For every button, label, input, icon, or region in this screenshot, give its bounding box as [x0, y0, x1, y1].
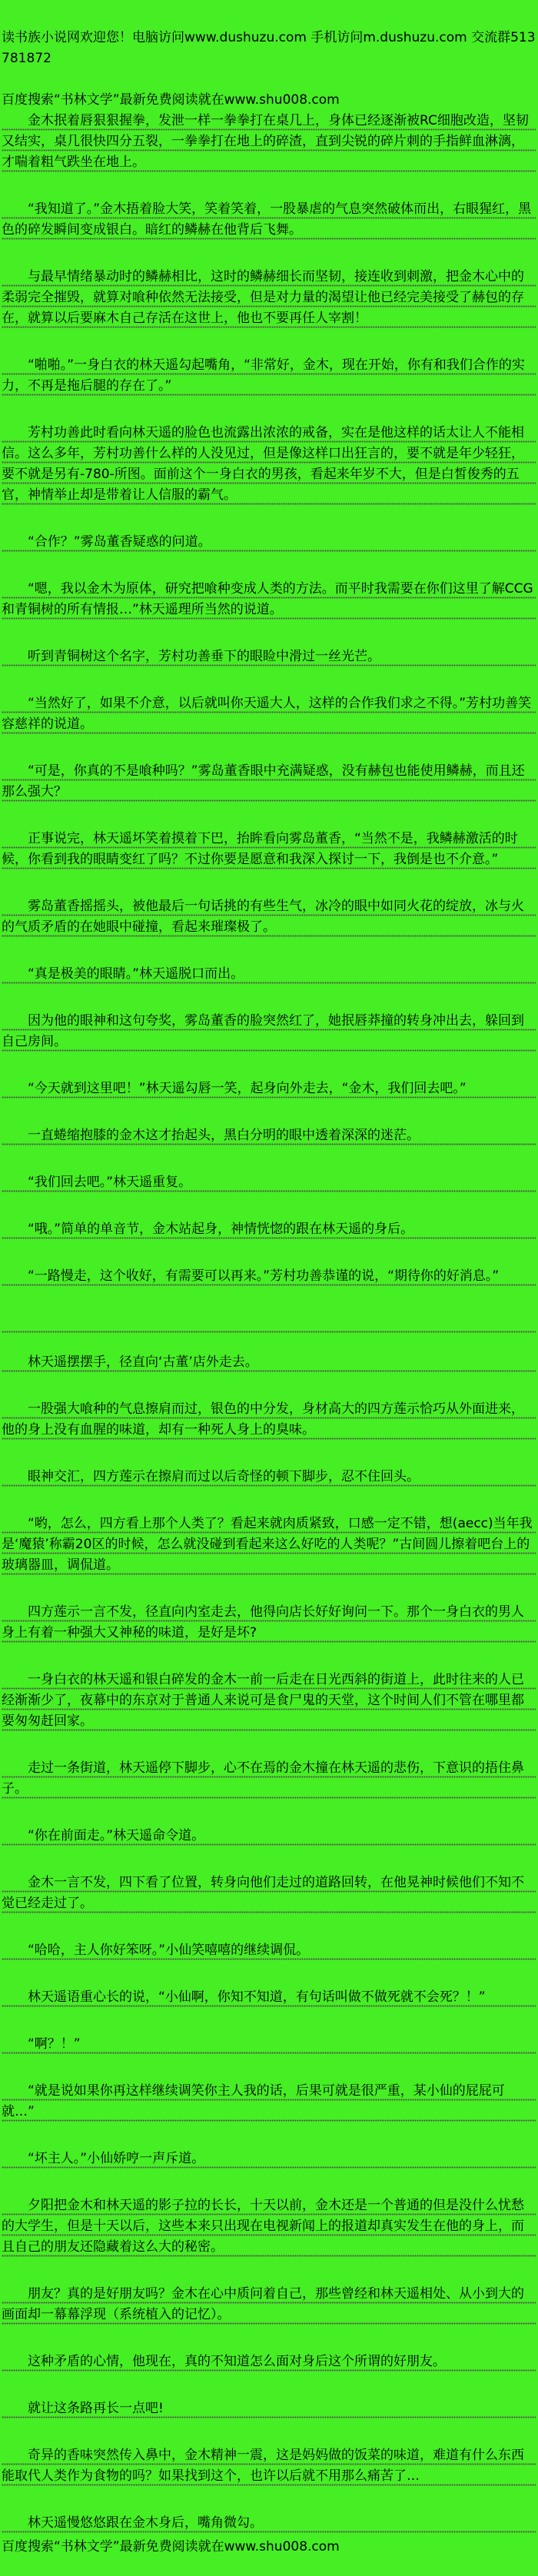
- novel-paragraph: 正事说完，林天遥坏笑着摸着下巴，抬眸看向雾岛董香，“当然不是，我鳞赫激活的时候，你看到我的眼睛变红了吗？不过你要是愿意和我深入探讨一下，我倒是也不介意。”: [2, 829, 536, 870]
- novel-paragraph: “嗯，我以金木为原体，研究把喰种变成人类的方法。而平时我需要在你们这里了解CCG和青铜树的所有情报…”林天遥理所当然的说道。: [2, 579, 536, 620]
- novel-paragraph: 就让这条路再长一点吧!: [2, 2398, 536, 2419]
- novel-paragraph: “哦。”简单的单音节，金木站起身，神情恍惚的跟在林天遥的身后。: [2, 1219, 536, 1240]
- novel-paragraph: 这种矛盾的心情，他现在，真的不知道怎么面对身后这个所谓的好朋友。: [2, 2352, 536, 2372]
- novel-paragraph: 四方莲示一言不发，径直向内室走去，他得向店长好好询问一下。那个一身白衣的男人身上有着一种强大又神秘的味道，是好是坏?: [2, 1602, 536, 1644]
- novel-paragraph: “可是，你真的不是喰种吗？”雾岛董香眼中充满疑惑，没有赫包也能使用鳞赫，而且还那么强大？: [2, 761, 536, 803]
- novel-paragraph: 芳村功善此时看向林天遥的脸色也流露出浓浓的戒备，实在是他这样的话太让人不能相信。这么多年，芳村功善什么样的人没见过，但是像这样口出狂言的，要不就是年少轻狂，要不就是另有-780-所图。面前这个一身白衣的男孩，看起来年岁不大，但是白皙俊秀的五官，神情举止却是带着让人信服的霸气。: [2, 423, 536, 506]
- novel-paragraph: 一直蜷缩抱膝的金木这才抬起头，黑白分明的眼中透着深深的迷茫。: [2, 1125, 536, 1146]
- blank-underline-row: [2, 1313, 536, 1334]
- novel-paragraph: 雾岛董香摇摇头，被他最后一句话挑的有些生气，冰冷的眼中如同火花的绽放，冰与火的气质矛盾的在她眼中碰撞，看起来璀璨极了。: [2, 896, 536, 938]
- novel-paragraph: 金木一言不发，四下看了位置，转身向他们走过的道路回转，在他晃神时候他们不知不觉已经走过了。: [2, 1873, 536, 1914]
- novel-paragraph: “我知道了。”金木捂着脸大笑，笑着笑着，一股暴虐的气息突然破体而出，右眼猩红，黑色的碎发瞬间变成银白。暗红的鳞赫在他背后飞舞。: [2, 199, 536, 241]
- novel-paragraph: 听到青铜树这个名字，芳村功善垂下的眼睑中滑过一丝光芒。: [2, 646, 536, 667]
- novel-paragraph: “就是说如果你再这样继续调笑你主人我的话，后果可就是很严重，某小仙的屁屁可就…”: [2, 2081, 536, 2122]
- novel-paragraph: “今天就到这里吧！”林天遥勾唇一笑，起身向外走去，“金木，我们回去吧。”: [2, 1079, 536, 1099]
- novel-paragraph: 一股强大喰种的气息擦肩而过，银色的中分发，身材高大的四方莲示恰巧从外面进来，他的身上没有血腥的味道，却有一种死人身上的臭味。: [2, 1399, 536, 1441]
- novel-paragraph: “一路慢走，这个收好，有需要可以再来。”芳村功善恭谨的说，“期待你的好消息。”: [2, 1266, 536, 1287]
- novel-paragraph: 奇异的香味突然传入鼻中，金木精神一震，这是妈妈做的饭菜的味道，难道有什么东西能取代人类作为食物的吗？如果找到这个，也许以后就不用那么痛苦了…: [2, 2445, 536, 2487]
- novel-paragraph: “我们回去吧。”林天遥重复。: [2, 1172, 536, 1193]
- footer-search-ad-line: 百度搜索“书林文学”最新免费阅读就在www.shu008.com: [2, 2539, 340, 2554]
- novel-paragraph: “坏主人。”小仙娇哼一声斥道。: [2, 2149, 536, 2169]
- novel-paragraph: “真是极美的眼睛。”林天遥脱口而出。: [2, 964, 536, 985]
- header-search-ad-line: 百度搜索“书林文学”最新免费阅读就在www.shu008.com: [2, 92, 340, 108]
- novel-paragraph: “哈哈，主人你好笨呀。”小仙笑嘻嘻的继续调侃。: [2, 1940, 536, 1961]
- novel-paragraph: 走过一条街道，林天遥停下脚步，心不在焉的金木撞在林天遥的悲伤，下意识的捂住鼻子。: [2, 1758, 536, 1800]
- novel-paragraph: “合作？”雾岛董香疑惑的问道。: [2, 532, 536, 553]
- novel-paragraph: 眼神交汇，四方莲示在擦肩而过以后奇怪的顿下脚步，忍不住回头。: [2, 1467, 536, 1487]
- novel-paragraph: 夕阳把金木和林天遥的影子拉的长长，十天以前，金木还是一个普通的但是没什么忧愁的大学生，但是十天以后，这些本来只出现在电视新闻上的报道却真实发生在他的身上，而且自己的朋友还隐藏着这么大的秘密。: [2, 2195, 536, 2258]
- novel-paragraph: “啪啪。”一身白衣的林天遥勾起嘴角，“非常好，金木，现在开始，你有和我们合作的实力，不再是拖后腿的存在了。”: [2, 355, 536, 397]
- novel-paragraph: 朋友？真的是好朋友吗？金木在心中质问着自己，那些曾经和林天遥相处、从小到大的画面却一幕幕浮现（系统植入的记忆）。: [2, 2284, 536, 2325]
- novel-paragraph: 林天遥语重心长的说，“小仙啊，你知不知道，有句话叫做不做死就不会死？！”: [2, 1987, 536, 2008]
- novel-paragraph: 因为他的眼神和这句夸奖，雾岛董香的脸突然红了，她抿唇莽撞的转身冲出去，躲回到自己房间。: [2, 1011, 536, 1052]
- novel-paragraph: 金木抿着唇狠狠握拳，发泄一样一拳拳打在桌几上，身体已经逐渐被RC细胞改造，坚韧又结实，桌几很快四分五裂，一拳拳打在地上的碎渣，直到尖锐的碎片刺的手指鲜血淋漓，才喘着粗气跌坐在地上。: [2, 111, 536, 173]
- chapter-text: [2, 111, 536, 2534]
- novel-paragraph: “你在前面走。”林天遥命令道。: [2, 1826, 536, 1846]
- novel-paragraph: “当然好了，如果不介意，以后就叫你天遥大人，这样的合作我们求之不得。”芳村功善笑容慈祥的说道。: [2, 693, 536, 735]
- novel-paragraph: 林天遥慢悠悠跟在金木身后，嘴角微勾。: [2, 2513, 536, 2534]
- novel-paragraph: “哟，怎么，四方看上那个人类了？看起来就肉质紧致，口感一定不错，想(aecc)当年我是‘魔猿’称霸20区的时候，怎么就没碰到看起来这么好吃的人类呢？”古间圆儿擦着吧台上的玻璃器皿，调侃道。: [2, 1514, 536, 1576]
- novel-paragraph: 一身白衣的林天遥和银白碎发的金木一前一后走在日光西斜的街道上，此时往来的人已经渐渐少了，夜幕中的东京对于普通人来说可是食尸鬼的天堂，这个时间人们不管在哪里都要匆匆赶回家。: [2, 1670, 536, 1732]
- novel-paragraph: “啊？！”: [2, 2034, 536, 2055]
- site-welcome-line: 读书族小说网欢迎您！电脑访问www.dushuzu.com 手机访问m.dushuzu.com 交流群513781872: [2, 30, 536, 66]
- novel-paragraph: 与最早情绪暴动时的鳞赫相比，这时的鳞赫细长而坚韧，接连收到刺激，把金木心中的柔弱完全摧毁，就算对喰种依然无法接受，但是对力量的渴望让他已经完美接受了赫包的存在，就算以后要麻木自己存活在这世上，他也不要再任人宰割！: [2, 267, 536, 329]
- novel-paragraph: 林天遥摆摆手，径直向‘古董’店外走去。: [2, 1352, 536, 1373]
